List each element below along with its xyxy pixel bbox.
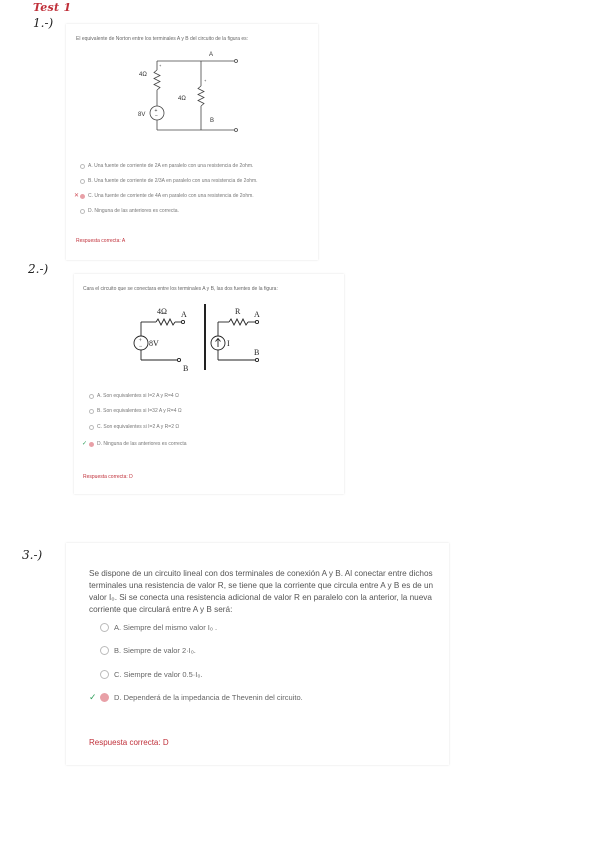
radio-icon[interactable]	[80, 164, 85, 169]
circuit-diagram-2	[128, 300, 278, 375]
question-3-prompt: Se dispone de un circuito lineal con dos terminales de conexión A y B. Al conectar entre dichos terminales una resistencia de valor R, se tiene que la corriente que circula entre A y B es de un valor I₀. Si se conecta una resistencia adicional de valor R en paralelo con la anterior, la nueva corriente que circulará entre A y B será:	[89, 569, 434, 614]
question-1-prompt: El equivalente de Norton entre los terminales A y B del circuito de la figura es:	[76, 36, 249, 42]
label-node-a: A	[209, 52, 214, 58]
label-r1: 4Ω	[139, 72, 147, 78]
svg-text:+: +	[154, 108, 158, 114]
label-right-a: A	[254, 310, 260, 319]
circuit-diagram-1	[130, 48, 250, 138]
svg-text:−: −	[155, 113, 158, 119]
option-2d[interactable]: D. Ninguna de las anteriores es correcta	[89, 441, 187, 447]
label-source: 8V	[138, 112, 146, 118]
option-3d[interactable]: D. Dependerá de la impedancia de Thevenin del circuito.	[100, 693, 303, 702]
svg-text:+: +	[204, 78, 207, 83]
option-3b[interactable]: B. Siempre de valor 2·I₀.	[100, 646, 196, 655]
label-left-b: B	[183, 364, 189, 373]
label-left-r: 4Ω	[157, 307, 167, 316]
label-right-r: R	[235, 307, 241, 316]
radio-icon[interactable]	[100, 670, 109, 679]
question-number-2: 2.-)	[28, 262, 49, 276]
svg-text:−: −	[139, 344, 143, 350]
correct-icon: ✓	[82, 441, 88, 447]
radio-selected-icon[interactable]	[100, 693, 109, 702]
option-1c[interactable]: C. Una fuente de corriente de 4A en paralelo con una resistencia de 2ohm.	[80, 193, 254, 199]
option-3c[interactable]: C. Siempre de valor 0.5·I₀.	[100, 670, 203, 679]
radio-icon[interactable]	[89, 409, 94, 414]
correct-answer-2: Respuesta correcta: D	[83, 474, 133, 480]
correct-icon: ✓	[89, 692, 97, 702]
question-number-3: 3.-)	[22, 548, 43, 562]
radio-icon[interactable]	[100, 623, 109, 632]
label-left-source: 8V	[149, 339, 159, 348]
option-1b[interactable]: B. Una fuente de corriente de 2/3A en paralelo con una resistencia de 2ohm.	[80, 178, 258, 184]
option-1a[interactable]: A. Una fuente de corriente de 2A en paralelo con una resistencia de 2ohm.	[80, 163, 253, 169]
option-2b[interactable]: B. Son equivalentes si I=32 A y R=4 Ω	[89, 408, 182, 414]
incorrect-icon: ✕	[74, 193, 80, 199]
radio-icon[interactable]	[100, 646, 109, 655]
radio-selected-icon[interactable]	[89, 442, 94, 447]
option-2c[interactable]: C. Son equivalentes si I=2 A y R=2 Ω	[89, 424, 179, 430]
label-left-a: A	[181, 310, 187, 319]
label-right-b: B	[254, 348, 260, 357]
svg-text:+: +	[138, 338, 142, 344]
option-3a[interactable]: A. Siempre del mismo valor I₀ .	[100, 623, 217, 632]
radio-icon[interactable]	[80, 179, 85, 184]
label-r2: 4Ω	[178, 96, 186, 102]
question-2-prompt: Cara el circuito que se conectara entre los terminales A y B, las dos fuentes de la figura:	[83, 286, 278, 292]
radio-icon[interactable]	[80, 209, 85, 214]
correct-answer-3: Respuesta correcta: D	[89, 738, 169, 747]
label-node-b: B	[210, 118, 215, 124]
correct-answer-1: Respuesta correcta: A	[76, 238, 126, 244]
radio-selected-icon[interactable]	[80, 194, 85, 199]
option-2a[interactable]: A. Son equivalentes si I=2 A y R=4 Ω	[89, 393, 179, 399]
label-right-source: I	[227, 339, 230, 348]
svg-text:+: +	[159, 63, 162, 68]
radio-icon[interactable]	[89, 394, 94, 399]
radio-icon[interactable]	[89, 425, 94, 430]
page-title: Test 1	[33, 1, 72, 14]
option-1d[interactable]: D. Ninguna de las anteriores es correcta.	[80, 208, 179, 214]
question-number-1: 1.-)	[33, 16, 54, 30]
